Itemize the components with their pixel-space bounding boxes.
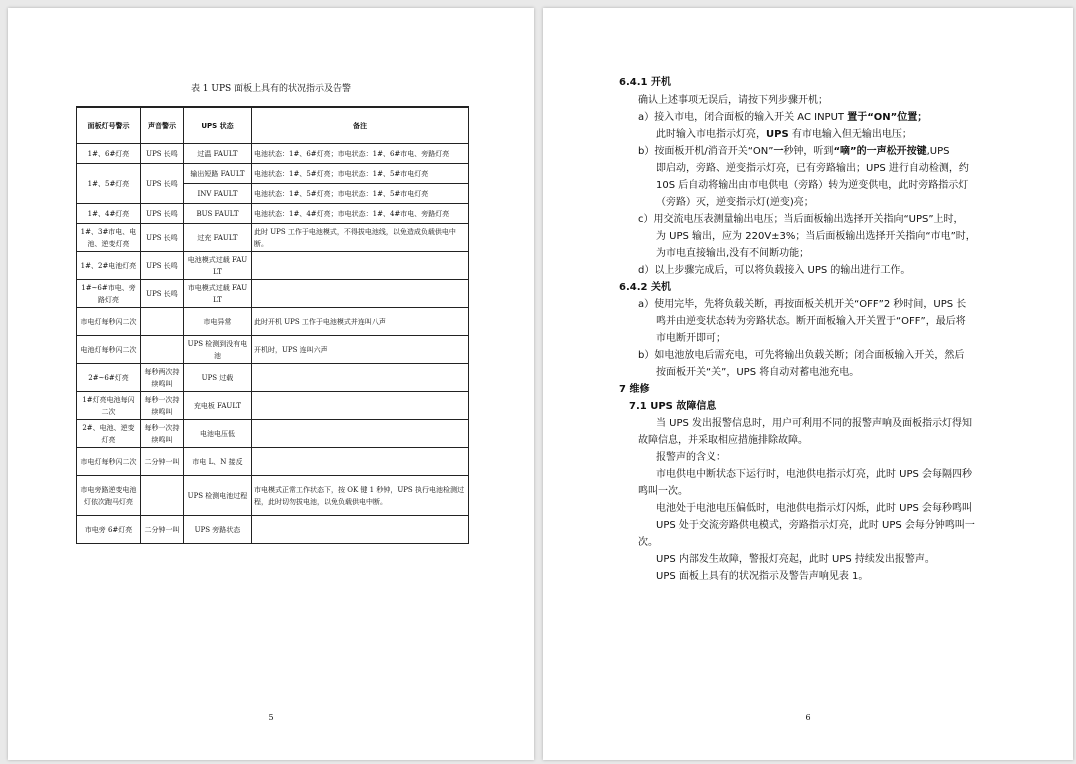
table-cell: UPS 旁路状态 <box>184 516 252 544</box>
table-cell: INV FAULT <box>184 184 252 204</box>
table-cell: 此时开机 UPS 工作于电池模式并连叫八声 <box>252 308 469 336</box>
table-cell <box>252 420 469 448</box>
paragraph-line: 确认上述事项无误后，请按下列步骤开机； <box>638 95 828 106</box>
paragraph-line: 为 UPS 输出，应为 220V±3%；当后面板输出选择开关指向“市电”时， <box>656 231 976 242</box>
table-row <box>77 336 469 364</box>
table-cell: 此时 UPS 工作于电池模式，不得拔电池线，以免造成负载供电中断。 <box>252 224 469 252</box>
paragraph-line: 鸣并由逆变状态转为旁路状态。断开面板输入开关置于“OFF”，最后将 <box>656 316 966 327</box>
page-number: 5 <box>268 713 274 722</box>
table-cell: 电池状态：1#、6#灯亮；市电状态：1#、6#市电、旁路灯亮 <box>252 144 469 164</box>
list-item-b: b）如电池放电后需充电，可先将输出负载关断；闭合面板输入开关，然后 <box>638 350 965 361</box>
list-item-c-line1: c）用交流电压表测量输出电压；当后面板输出选择开关指向“UPS”上时， <box>638 214 964 225</box>
table-cell: UPS 长鸣 <box>141 164 184 204</box>
page-number: 6 <box>805 713 811 722</box>
table-caption: 表 1 UPS 面板上具有的状况指示及告警 <box>190 84 352 94</box>
table-cell: 过充 FAULT <box>184 224 252 252</box>
paragraph-line: 电池处于电池电压偏低时，电池供电指示灯闪烁，此时 UPS 会每秒鸣叫 <box>656 503 973 514</box>
table-row <box>77 308 469 336</box>
table-cell <box>141 476 184 516</box>
header-sound: 声音警示 <box>141 107 184 144</box>
section-heading-7-1: 7.1 UPS 故障信息 <box>629 401 717 412</box>
table-cell <box>252 364 469 392</box>
text-span-bold: 一 <box>773 146 784 157</box>
table-row <box>77 204 469 224</box>
table-row <box>77 280 469 308</box>
table-row <box>77 516 469 544</box>
paragraph-line: 当 UPS 发出报警信息时，用户可利用不同的报警声响及面板指示灯得知 <box>656 418 973 429</box>
table-cell <box>141 308 184 336</box>
text-span: 有市电输入但无输出电压； <box>788 129 912 140</box>
table-cell: 过温 FAULT <box>184 144 252 164</box>
table-cell: UPS 长鸣 <box>141 204 184 224</box>
table-cell <box>252 252 469 280</box>
header-remark: 备注 <box>252 107 469 144</box>
status-table <box>76 106 469 544</box>
paragraph-line: 10S 后自动将输出由市电供电（旁路）转为逆变供电，此时旁路指示灯 <box>656 180 969 191</box>
table-cell: 输出短路 FAULT <box>184 164 252 184</box>
table-cell: 市电灯每秒闪二次 <box>77 308 141 336</box>
header-panel-light: 面板灯号警示 <box>77 107 141 144</box>
paragraph-line: 按面板开关“关”，UPS 将自动对蓄电池充电。 <box>656 367 860 378</box>
table-cell: 市电灯每秒闪二次 <box>77 448 141 476</box>
table-cell <box>252 516 469 544</box>
text-span: ,UPS <box>926 146 950 157</box>
table-cell: 电池状态：1#、5#灯亮；市电状态：1#、5#市电灯亮 <box>252 184 469 204</box>
paragraph-line: 报警声的含义： <box>656 452 726 463</box>
table-cell: 1#、4#灯亮 <box>77 204 141 224</box>
table-cell: 市电模式过载 FAULT <box>184 280 252 308</box>
left-page <box>8 8 534 760</box>
text-span: 秒钟，听到 <box>783 146 834 157</box>
text-span-bold: “嘀”的一声松开按键 <box>833 146 927 157</box>
text-span: b）按面板开机/消音开关“ON” <box>638 146 774 157</box>
table-cell: 二分钟一叫 <box>141 516 184 544</box>
table-cell: 1#、3#市电、电池、逆变灯亮 <box>77 224 141 252</box>
table-row <box>77 420 469 448</box>
list-item-a-line1 <box>638 109 927 126</box>
table-header-row <box>77 107 469 144</box>
table-cell: 1#~6#市电、旁路灯亮 <box>77 280 141 308</box>
table-cell: 每秒一次持续鸣叫 <box>141 392 184 420</box>
table-cell <box>252 448 469 476</box>
paragraph-line: UPS 处于交流旁路供电模式，旁路指示灯亮，此时 UPS 会每分钟鸣叫一 <box>656 520 975 531</box>
table-cell: UPS 过载 <box>184 364 252 392</box>
list-item-a: a）使用完毕，先将负载关断，再按面板关机开关“OFF”2 秒时间，UPS 长 <box>638 299 967 310</box>
table-cell: 1#、5#灯亮 <box>77 164 141 204</box>
paragraph-line: 故障信息，并采取相应措施排除故障。 <box>638 435 808 446</box>
paragraph-line: 市电供电中断状态下运行时，电池供电指示灯亮，此时 UPS 会每隔四秒 <box>656 469 973 480</box>
header-ups-status: UPS 状态 <box>184 107 252 144</box>
section-heading-7: 7 维修 <box>619 384 650 395</box>
table-cell: 二分钟一叫 <box>141 448 184 476</box>
paragraph-line: （旁路）灭，逆变指示灯(逆变)亮； <box>656 197 814 208</box>
text-span: a）接入市电，闭合面板的输入开关 AC INPUT <box>638 112 848 123</box>
table-cell: 电池状态：1#、5#灯亮；市电状态：1#、5#市电灯亮 <box>252 164 469 184</box>
paragraph-line: UPS 内部发生故障，警报灯亮起，此时 UPS 持续发出报警声。 <box>656 554 935 565</box>
paragraph-line: UPS 面板上具有的状况指示及警告声响见表 1。 <box>656 571 869 582</box>
table-cell: 1#灯亮电池每闪二次 <box>77 392 141 420</box>
section-heading-6-4-1: 6.4.1 开机 <box>619 77 671 88</box>
table-cell: UPS 长鸣 <box>141 252 184 280</box>
paragraph-line: 次。 <box>638 537 658 548</box>
table-cell: UPS 长鸣 <box>141 144 184 164</box>
paragraph-line: 鸣叫一次。 <box>638 486 688 497</box>
table-cell <box>141 336 184 364</box>
table-cell: BUS FAULT <box>184 204 252 224</box>
list-item-d: d）以上步骤完成后，可以将负载接入 UPS 的输出进行工作。 <box>638 265 911 276</box>
table-row <box>77 252 469 280</box>
table-row <box>77 164 469 184</box>
table-cell: 市电旁路逆变电池灯依次跑马灯亮 <box>77 476 141 516</box>
table-cell: 每秒两次持续鸣叫 <box>141 364 184 392</box>
table-cell: 2#、电池、逆变灯亮 <box>77 420 141 448</box>
table-row <box>77 364 469 392</box>
table-cell <box>252 280 469 308</box>
text-span: 此时输入市电指示灯亮， <box>656 129 766 140</box>
table-cell: 2#~6#灯亮 <box>77 364 141 392</box>
paragraph-line: 市电断开即可； <box>656 333 726 344</box>
table-cell: UPS 检测电池过程 <box>184 476 252 516</box>
table-cell: 1#、2#电池灯亮 <box>77 252 141 280</box>
list-item-b-line1 <box>638 143 949 160</box>
table-cell <box>252 392 469 420</box>
right-page <box>543 8 1073 760</box>
table-cell: 充电板 FAULT <box>184 392 252 420</box>
table-cell: 1#、6#灯亮 <box>77 144 141 164</box>
paragraph-line: 即启动，旁路、逆变指示灯亮，已有旁路输出；UPS 进行自动检测，约 <box>656 163 969 174</box>
table-cell: UPS 长鸣 <box>141 224 184 252</box>
text-span-bold: 置于“ON”位置； <box>847 112 928 123</box>
paragraph-line: 为市电直接输出,没有不间断功能； <box>656 248 810 259</box>
table-cell: UPS 长鸣 <box>141 280 184 308</box>
table-cell: 电池灯每秒闪二次 <box>77 336 141 364</box>
table-row <box>77 224 469 252</box>
table-cell: 市电异常 <box>184 308 252 336</box>
table-cell: UPS 检测到没有电池 <box>184 336 252 364</box>
table-row <box>77 144 469 164</box>
table-cell: 市电旁 6#灯亮 <box>77 516 141 544</box>
table-cell: 市电 L、N 接反 <box>184 448 252 476</box>
table-row <box>77 392 469 420</box>
table-cell: 电池电压低 <box>184 420 252 448</box>
table-cell: 市电模式正常工作状态下，按 OK 键 1 秒钟，UPS 执行电池检测过程，此时切勿拔电池，以免负载供电中断。 <box>252 476 469 516</box>
text-span-bold: UPS <box>766 129 789 140</box>
table-row <box>77 476 469 516</box>
table-cell: 每秒一次持续鸣叫 <box>141 420 184 448</box>
table-cell: 电池模式过载 FAULT <box>184 252 252 280</box>
table-cell: 开机时，UPS 连叫六声 <box>252 336 469 364</box>
table-cell: 电池状态：1#、4#灯亮；市电状态：1#、4#市电、旁路灯亮 <box>252 204 469 224</box>
table-row <box>77 448 469 476</box>
list-item-a-line2 <box>656 126 912 143</box>
section-heading-6-4-2: 6.4.2 关机 <box>619 282 671 293</box>
